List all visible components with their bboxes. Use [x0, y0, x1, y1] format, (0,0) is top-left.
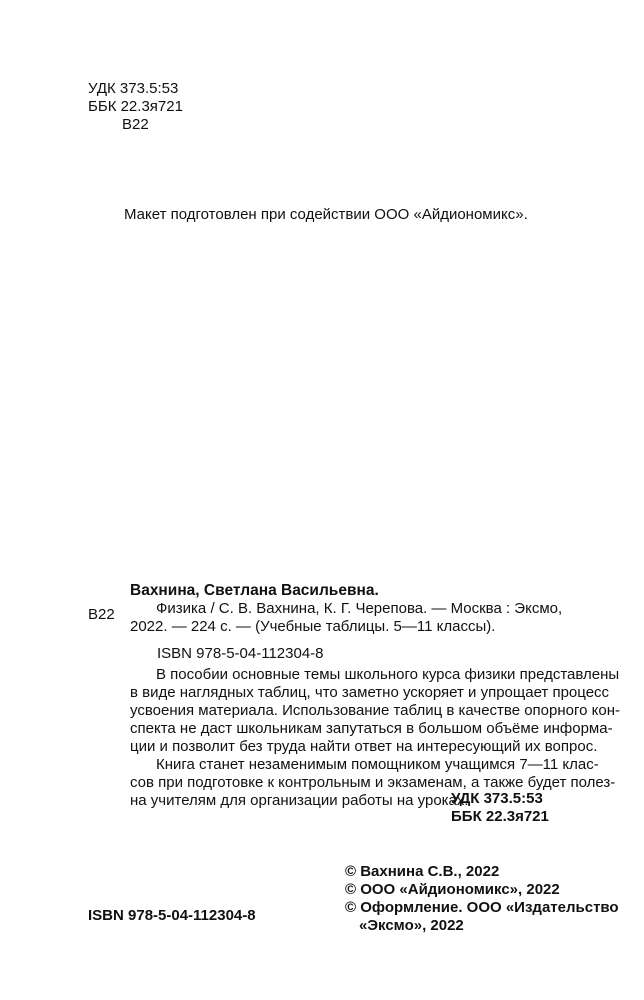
udk-code: УДК 373.5:53 — [88, 80, 179, 97]
abstract-p1-line-1: В пособии основные темы школьного курса физики представлены — [156, 666, 620, 683]
udk-code-bottom: УДК 373.5:53 — [451, 790, 543, 807]
isbn-bottom: ISBN 978-5-04-112304-8 — [88, 907, 256, 924]
abstract-p2-line-1: Книга станет незаменимым помощником учащимся 7—11 клас- — [156, 756, 599, 773]
bbk-code: ББК 22.3я721 — [88, 98, 183, 115]
copyright-line-1: © Вахнина С.В., 2022 — [345, 863, 500, 880]
copyright-line-2: © ООО «Айдиономикс», 2022 — [345, 881, 560, 898]
classification-bottom — [451, 790, 549, 826]
isbn-line: ISBN 978-5-04-112304-8 — [157, 645, 324, 662]
author-mark-code: В22 — [122, 116, 149, 133]
copyright-line-4: «Эксмо», 2022 — [359, 917, 464, 934]
bibliographic-description — [130, 600, 562, 636]
bib-line-2: 2022. — 224 с. — (Учебные таблицы. 5—11 классы). — [130, 618, 496, 635]
bbk-code-bottom: ББК 22.3я721 — [451, 808, 549, 825]
abstract-p2-line-3: на учителям для организации работы на уроках. — [130, 792, 469, 809]
abstract-p1-line-5: ции и позволит без труда найти ответ на интересующий их вопрос. — [130, 738, 598, 755]
abstract-p1-line-4: спекта не даст школьникам запутаться в большом объёме информа- — [130, 720, 613, 737]
abstract-p1-line-3: усвоения материала. Использование таблиц в качестве опорного кон- — [130, 702, 620, 719]
abstract-p1-line-2: в виде наглядных таблиц, что заметно ускоряет и упрощает процесс — [130, 684, 610, 701]
abstract — [130, 666, 620, 810]
author-heading: Вахнина, Светлана Васильевна. — [130, 582, 379, 599]
copyright-block — [345, 863, 619, 935]
classification-block — [88, 80, 183, 134]
preparation-note: Макет подготовлен при содействии ООО «Айдиономикс». — [124, 206, 528, 223]
bib-line-1: Физика / С. В. Вахнина, К. Г. Черепова. — Москва : Эксмо, — [156, 600, 563, 617]
margin-author-mark: В22 — [88, 606, 115, 623]
copyright-line-3: © Оформление. ООО «Издательство — [345, 899, 619, 916]
abstract-p2-line-2: сов при подготовке к контрольным и экзаменам, а также будет полез- — [130, 774, 616, 791]
